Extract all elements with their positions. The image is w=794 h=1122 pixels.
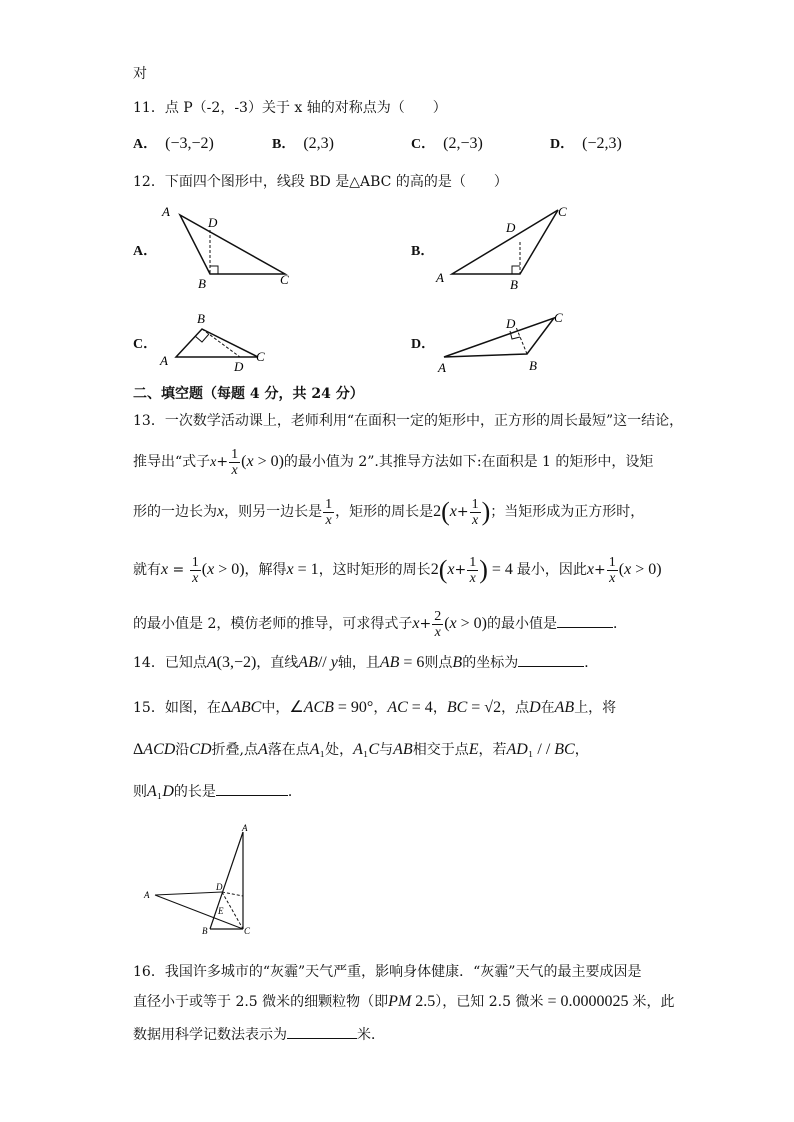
fig-label-b: B (202, 926, 208, 936)
q12-figure-a (150, 200, 300, 295)
vertex-d: D (234, 359, 244, 374)
vertex-b: B (198, 276, 206, 291)
q15-line3: 则A₁D的长是 ． (133, 783, 302, 800)
fig-label-a: A (242, 823, 248, 833)
fig-label-c: C (244, 926, 251, 936)
q11-option-d: D． (−2,3) (550, 135, 622, 152)
q13-line4: 就有x = $\frac{1}{x}$ (x > 0)，解得x = 1，这时矩形的周长2(x+ $\frac{1}{x}$ ) = 4 最小，因此x+ $\frac{1}{x}$ (x > 0) (133, 554, 662, 586)
q12-figure-d (430, 302, 580, 377)
q13-line1: 13．一次数学活动课上，老师利用“在面积一定的矩形中，正方形的周长最短”这一结论， (133, 413, 684, 429)
q15-line2: ΔACD沿CD折叠,点A落在点A₁处，A₁C与AB相交于点E，若AD₁ / / BC， (133, 741, 589, 758)
section-title: 二、填空题（每题 4 分，共 24 分） (133, 386, 364, 402)
q13-line2: 推导出“式子x+ $\frac{1}{x}$ (x > 0)的最小值为 2”.其推导方法如下:在面积是 1 的矩形中，设矩 (133, 446, 654, 478)
vertex-d: D (506, 316, 516, 331)
vertex-b: B (197, 311, 205, 326)
q12-label-d: D． (411, 337, 436, 352)
q13-line5: 的最小值是 2，模仿老师的推导，可求得式子x+ $\frac{2}{x}$ (x > 0)的最小值是 ． (133, 608, 627, 640)
vertex-d: D (208, 215, 218, 230)
vertex-a: A (438, 360, 446, 375)
q10-tail: 对 (133, 66, 147, 82)
vertex-c: C (256, 349, 265, 364)
q14-line: 14．已知点A(3,−2)，直线AB// y轴，且AB = 6则点B的坐标为 ． (133, 654, 599, 671)
fig-label-e: E (218, 906, 224, 916)
q12-label-c: C． (133, 337, 158, 352)
vertex-b: B (510, 277, 518, 292)
q15-line1: 15．如图，在ΔABC中，∠ACB = 90°，AC = 4，BC = √2，点D在AB上，将 (133, 699, 617, 716)
q11-stem: 11．点 P（-2，-3）关于 x 轴的对称点为（ ） (133, 100, 447, 116)
q11-option-b: B． (2,3) (272, 135, 334, 152)
q12-figure-c (150, 305, 280, 375)
q15-figure (140, 822, 270, 937)
q16-line1: 16．我国许多城市的“灰霾”天气严重，影响身体健康．“灰霾”天气的最主要成因是 (133, 964, 642, 980)
vertex-c: C (558, 204, 567, 219)
q12-figure-b (430, 200, 580, 295)
vertex-d: D (506, 220, 516, 235)
vertex-b: B (529, 358, 537, 373)
q13-line3: 形的一边长为x，则另一边长是 $\frac{1}{x}$ ，矩形的周长是2(x+ $\frac{1}{x}$ )；当矩形成为正方形时， (133, 496, 645, 528)
q12-stem: 12．下面四个图形中，线段 BD 是△ABC 的高的是（ ） (133, 174, 508, 190)
q11-option-c: C． (2,−3) (411, 135, 483, 152)
q16-line2: 直径小于或等于 2.5 微米的细颗粒物（即PM 2.5），已知 2.5 微米 = 0.0000025 米，此 (133, 993, 675, 1010)
vertex-a: A (162, 204, 170, 219)
q12-label-b: B． (411, 244, 435, 259)
fig-label-d: D (216, 882, 223, 892)
vertex-a: A (160, 353, 168, 368)
vertex-a: A (436, 270, 444, 285)
q11-option-a: A． (−3,−2) (133, 135, 214, 152)
fig-label-a1: A (144, 890, 150, 900)
q16-line3: 数据用科学记数法表示为 米． (133, 1024, 385, 1045)
vertex-c: C (280, 272, 289, 287)
vertex-c: C (554, 310, 563, 325)
q12-label-a: A． (133, 244, 158, 259)
